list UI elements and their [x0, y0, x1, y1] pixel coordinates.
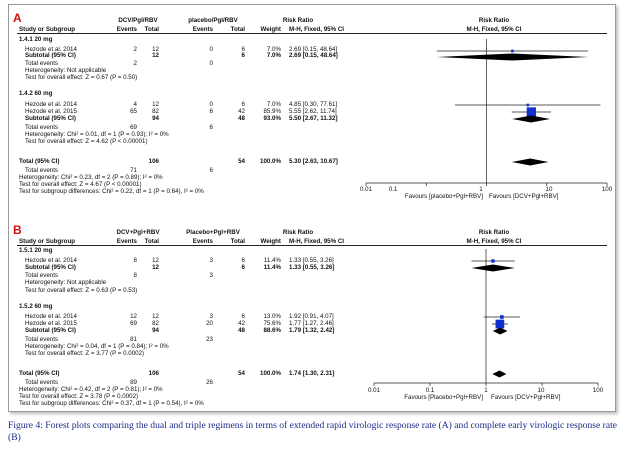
overall-weight: 100.0%: [260, 370, 281, 377]
figure-caption: Figure 4: Forest plots comparing the dual and triple regimens in terms of extended rapid virologic response rate (A) and complete early virologic response rate (B): [8, 420, 618, 443]
overall-treatment-total: 106: [148, 370, 159, 377]
treatment-events: 65: [130, 108, 137, 115]
overall-control-total: 54: [238, 370, 245, 377]
subtotal-ci: 5.50 [2.67, 11.32]: [289, 115, 338, 122]
plot-method-header: M-H, Fixed, 95% CI: [466, 238, 522, 245]
total-events-label: Total events: [25, 60, 59, 67]
total-events-label: Total events: [25, 336, 59, 343]
axis-tick-label: 10: [537, 387, 545, 394]
forest-panel-b: [9, 219, 615, 419]
heterogeneity-note: Heterogeneity: Chi² = 0.42, df = 2 (P = 0.81); I² = 0%: [19, 386, 163, 393]
weight-header: Weight: [260, 238, 281, 245]
control-total: 6: [241, 257, 245, 264]
events-header: Events: [116, 238, 137, 245]
pooled-effect-diamond: [492, 371, 506, 378]
study-name: Hezode et al. 2015: [25, 108, 77, 115]
control-total: 42: [238, 320, 245, 327]
overall-treatment-total: 106: [148, 158, 159, 165]
events-header: Events: [116, 26, 137, 33]
overall-control-total: 54: [238, 158, 245, 165]
total-events-control: 0: [209, 60, 213, 67]
control-events: 20: [206, 320, 213, 327]
study-weight: 11.4%: [263, 257, 281, 264]
axis-tick-label: 0.1: [388, 186, 398, 193]
overall-effect-note: Test for overall effect: Z = 4.62 (P < 0.00001): [25, 138, 148, 145]
study-effect-marker: [526, 104, 529, 107]
risk-ratio-ci: 1.33 [0.55, 3.26]: [289, 257, 334, 264]
subtotal-control-total: 6: [241, 52, 245, 59]
study-effect-marker: [527, 107, 536, 116]
forest-plot-b: [9, 219, 615, 419]
events-header: Events: [192, 238, 213, 245]
overall-effect-note: Test for overall effect: Z = 4.67 (P < 0.00001): [19, 181, 142, 188]
total-events-label: Total events: [25, 379, 59, 386]
subtotal-weight: 11.4%: [263, 264, 281, 271]
rr-column-header: Risk Ratio: [282, 229, 314, 236]
control-total: 6: [241, 46, 245, 53]
risk-ratio-ci: 1.77 [1.27, 2.46]: [289, 320, 334, 327]
overall-effect-note: Test for overall effect: Z = 3.78 (P = 0.0002): [19, 393, 139, 400]
subgroup-differences-note: Test for subgroup differences: Chi² = 0.22, df = 1 (P = 0.64), I² = 0%: [19, 188, 204, 195]
axis-tick-label: 100: [601, 186, 613, 193]
pooled-effect-diamond: [471, 265, 514, 272]
favours-right-label: Favours [DCV+Pgl+RBV]: [491, 394, 561, 401]
control-group-header: placebo/Pgl/RBV: [188, 17, 238, 24]
total-events-treatment: 81: [130, 336, 137, 343]
overall-ci: 5.30 [2.63, 10.67]: [289, 158, 338, 165]
subtotal-weight: 88.6%: [263, 327, 281, 334]
subtotal-treatment-total: 94: [152, 327, 159, 334]
subtotal-treatment-total: 94: [152, 115, 159, 122]
control-total: 6: [241, 313, 245, 320]
risk-ratio-ci: 2.69 [0.15, 48.64]: [289, 46, 338, 53]
axis-tick-label: 0.01: [359, 186, 373, 193]
plot-column-header: Risk Ratio: [478, 17, 510, 24]
treatment-group-header: DCV/Pgl/RBV: [118, 17, 158, 24]
study-name: Hezode et al. 2015: [25, 320, 77, 327]
study-weight: 7.0%: [266, 101, 281, 108]
treatment-events: 69: [130, 320, 137, 327]
study-weight: 85.9%: [263, 108, 281, 115]
subgroup-title: 1.5.1 20 mg: [19, 247, 53, 254]
subtotal-treatment-total: 12: [152, 264, 159, 271]
subgroup-title: 1.5.2 60 mg: [19, 303, 53, 310]
total-events-control: 26: [206, 379, 213, 386]
pooled-effect-diamond: [512, 116, 550, 123]
overall-effect-note: Test for overall effect: Z = 0.63 (P = 0.53): [25, 287, 138, 294]
treatment-events: 4: [133, 101, 137, 108]
total-events-control: 6: [209, 167, 213, 174]
rr-method-header: M-H, Fixed, 95% CI: [289, 26, 345, 33]
pooled-effect-diamond: [512, 159, 549, 166]
favours-left-label: Favours [Placebo+Pgl+RBV]: [404, 394, 483, 401]
subgroup-differences-note: Test for subgroup differences: Chi² = 0.37, df = 1 (P = 0.54), I² = 0%: [19, 400, 204, 407]
subgroup-title: 1.4.2 60 mg: [19, 90, 53, 97]
control-total: 6: [241, 101, 245, 108]
total-events-treatment: 69: [130, 124, 137, 131]
risk-ratio-ci: 4.85 [0.30, 77.61]: [289, 101, 338, 108]
total-events-label: Total events: [25, 167, 59, 174]
study-name: Hezode et al. 2014: [25, 101, 77, 108]
total-events-treatment: 71: [130, 167, 137, 174]
heterogeneity-note: Heterogeneity: Chi² = 0.01, df = 1 (P = 0.93); I² = 0%: [25, 131, 169, 138]
study-name: Hezode et al. 2014: [25, 257, 77, 264]
subtotal-ci: 1.79 [1.32, 2.42]: [289, 327, 335, 334]
treatment-total: 12: [152, 101, 159, 108]
overall-ci: 1.74 [1.30, 2.31]: [289, 370, 335, 377]
rr-method-header: M-H, Fixed, 95% CI: [289, 238, 345, 245]
panel-letter: A: [13, 11, 22, 25]
heterogeneity-note: Heterogeneity: Not applicable: [25, 67, 107, 74]
control-events: 6: [209, 108, 213, 115]
plot-method-header: M-H, Fixed, 95% CI: [466, 26, 522, 33]
subtotal-weight: 7.0%: [266, 52, 281, 59]
study-weight: 13.0%: [263, 313, 281, 320]
treatment-group-header: DCV+Pgl+RBV: [116, 229, 160, 236]
total-events-label: Total events: [25, 124, 59, 131]
subtotal-control-total: 48: [238, 327, 245, 334]
axis-tick-label: 1: [484, 387, 488, 394]
heterogeneity-note: Heterogeneity: Chi² = 0.04, df = 1 (P = 0.84); I² = 0%: [25, 343, 169, 350]
subgroup-title: 1.4.1 20 mg: [19, 36, 53, 43]
treatment-total: 12: [152, 313, 159, 320]
overall-effect-note: Test for overall effect: Z = 0.67 (P = 0.50): [25, 74, 138, 81]
study-effect-marker: [511, 50, 514, 53]
study-column-header: Study or Subgroup: [19, 26, 76, 33]
control-events: 3: [209, 313, 213, 320]
study-effect-marker: [500, 315, 504, 319]
events-header: Events: [192, 26, 213, 33]
subtotal-label: Subtotal (95% CI): [25, 52, 76, 59]
treatment-total: 12: [152, 46, 159, 53]
study-column-header: Study or Subgroup: [19, 238, 76, 245]
total-events-treatment: 2: [133, 60, 137, 67]
axis-tick-label: 1: [479, 186, 483, 193]
overall-effect-note: Test for overall effect: Z = 3.77 (P = 0.0002): [25, 350, 145, 357]
axis-tick-label: 10: [545, 186, 553, 193]
study-effect-marker: [496, 320, 505, 329]
heterogeneity-note: Heterogeneity: Not applicable: [25, 279, 107, 286]
total-events-control: 23: [206, 336, 213, 343]
total-header: Total: [230, 238, 245, 245]
pooled-effect-diamond: [493, 328, 508, 335]
subtotal-label: Subtotal (95% CI): [25, 327, 76, 334]
total-events-treatment: 8: [133, 272, 137, 279]
pooled-effect-diamond: [437, 54, 588, 61]
rr-column-header: Risk Ratio: [282, 17, 314, 24]
subtotal-ci: 2.69 [0.15, 48.64]: [289, 52, 338, 59]
subtotal-label: Subtotal (95% CI): [25, 115, 76, 122]
heterogeneity-note: Heterogeneity: Chi² = 0.23, df = 2 (P = 0.89); I² = 0%: [19, 174, 163, 181]
panel-letter: B: [13, 223, 22, 237]
subtotal-treatment-total: 12: [152, 52, 159, 59]
treatment-events: 12: [130, 313, 137, 320]
axis-tick-label: 0.1: [425, 387, 435, 394]
total-events-control: 3: [209, 272, 213, 279]
favours-left-label: Favours [placebo+Pgl+RBV]: [404, 193, 483, 200]
overall-total-label: Total (95% CI): [19, 370, 60, 377]
total-events-control: 6: [209, 124, 213, 131]
subtotal-control-total: 6: [241, 264, 245, 271]
treatment-events: 8: [133, 257, 137, 264]
subtotal-control-total: 48: [238, 115, 245, 122]
subtotal-weight: 93.0%: [263, 115, 281, 122]
study-weight: 75.6%: [263, 320, 281, 327]
axis-tick-label: 0.01: [367, 387, 381, 394]
forest-plot-a: [9, 7, 615, 207]
control-total: 42: [238, 108, 245, 115]
total-header: Total: [144, 238, 159, 245]
axis-tick-label: 100: [592, 387, 604, 394]
weight-header: Weight: [260, 26, 281, 33]
study-weight: 7.0%: [266, 46, 281, 53]
favours-right-label: Favours [DCV+Pgl+RBV]: [489, 193, 559, 200]
total-events-treatment: 89: [130, 379, 137, 386]
control-group-header: Placebo+Pgl+RBV: [186, 229, 240, 236]
total-header: Total: [144, 26, 159, 33]
treatment-total: 82: [152, 320, 159, 327]
control-events: 3: [209, 257, 213, 264]
total-header: Total: [230, 26, 245, 33]
control-events: 0: [209, 101, 213, 108]
forest-panel-a: [9, 7, 615, 207]
study-name: Hezode et al. 2014: [25, 313, 77, 320]
plot-column-header: Risk Ratio: [478, 229, 510, 236]
study-effect-marker: [491, 259, 494, 262]
figure-frame: [8, 4, 616, 412]
total-events-label: Total events: [25, 272, 59, 279]
risk-ratio-ci: 1.92 [0.91, 4.07]: [289, 313, 334, 320]
control-events: 0: [209, 46, 213, 53]
treatment-total: 12: [152, 257, 159, 264]
study-name: Hezode et al. 2014: [25, 46, 77, 53]
risk-ratio-ci: 5.55 [2.62, 11.74]: [289, 108, 337, 115]
subtotal-label: Subtotal (95% CI): [25, 264, 76, 271]
treatment-events: 2: [133, 46, 137, 53]
subtotal-ci: 1.33 [0.55, 3.26]: [289, 264, 335, 271]
overall-total-label: Total (95% CI): [19, 158, 60, 165]
overall-weight: 100.0%: [260, 158, 281, 165]
treatment-total: 82: [152, 108, 159, 115]
